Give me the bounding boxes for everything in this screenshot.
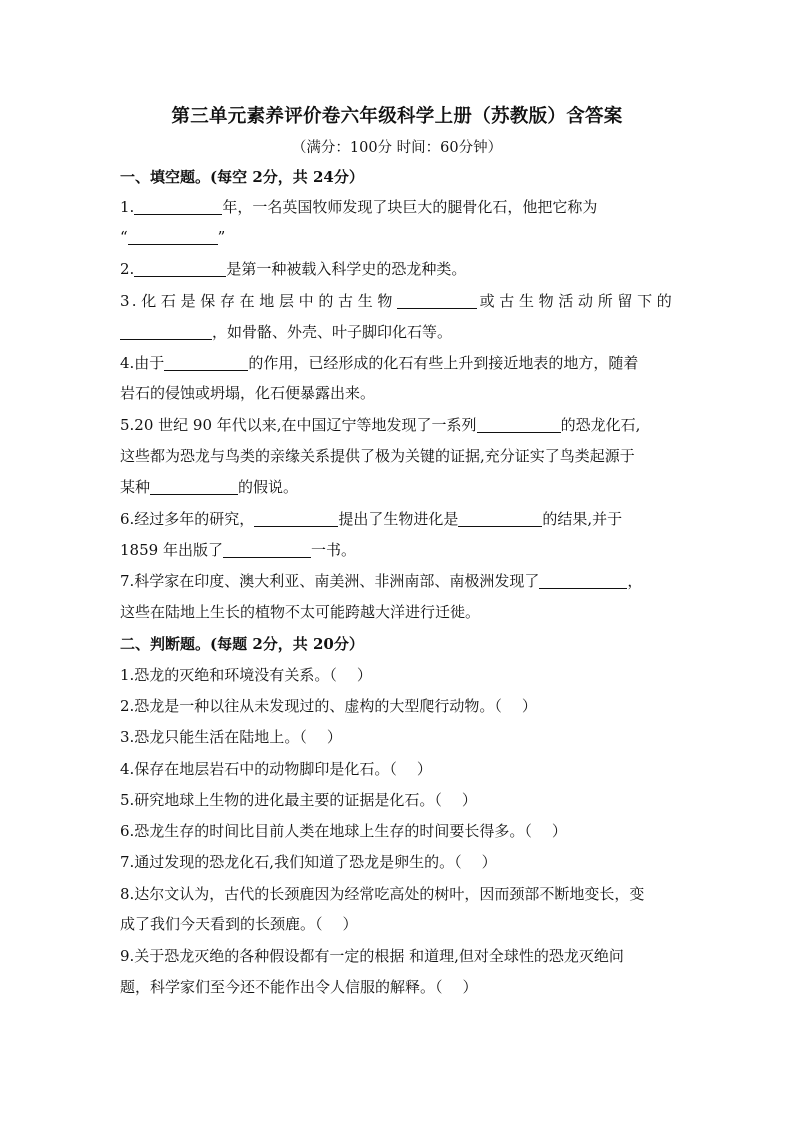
fill-q5-line1 bbox=[120, 415, 640, 435]
answer-paren[interactable]: （ ） bbox=[329, 666, 372, 684]
judge-q3-text: 3.恐龙只能生活在陆地上。 bbox=[120, 728, 300, 746]
answer-blank[interactable] bbox=[397, 293, 477, 309]
answer-paren[interactable]: （ ） bbox=[315, 915, 358, 933]
judge-q2 bbox=[120, 696, 537, 716]
judge-q8-text: 成了我们今天看到的长颈鹿。 bbox=[120, 915, 316, 933]
fill-q7-line2: 这些在陆地上生长的植物不太可能跨越大洋进行迁徙。 bbox=[120, 603, 481, 621]
fill-q3-text-c: ，如骨骼、外壳、叶子脚印化石等。 bbox=[212, 323, 453, 341]
answer-paren[interactable]: （ ） bbox=[494, 697, 537, 715]
fill-q1-open-quote: “ bbox=[120, 228, 128, 246]
judge-q9-text: 题，科学家们至今还不能作出令人信服的解释。 bbox=[120, 978, 436, 996]
fill-q4-line1 bbox=[120, 353, 638, 373]
answer-paren[interactable]: （ ） bbox=[299, 728, 342, 746]
answer-paren[interactable]: （ ） bbox=[389, 760, 432, 778]
judge-q8-line2 bbox=[120, 914, 358, 934]
answer-blank[interactable] bbox=[223, 542, 311, 558]
fill-q4-line2: 岩石的侵蚀或坍塌，化石便暴露出来。 bbox=[120, 384, 376, 402]
fill-q7-line1 bbox=[120, 571, 642, 591]
judge-q1 bbox=[120, 665, 372, 685]
judge-q5 bbox=[120, 790, 477, 810]
fill-q5-text-b: 的恐龙化石, bbox=[560, 416, 641, 434]
answer-blank[interactable] bbox=[150, 479, 238, 495]
fill-q2-number: 2. bbox=[120, 260, 135, 278]
judge-section-heading: 二、判断题。(每题 2分，共 20分） bbox=[120, 635, 364, 653]
fill-q6-text-c: 的结果,并于 bbox=[542, 510, 623, 528]
answer-blank[interactable] bbox=[458, 511, 542, 527]
fill-q7-text-a: 7.科学家在印度、澳大利亚、南美洲、非洲南部、南极洲发现了 bbox=[120, 572, 540, 590]
answer-blank[interactable] bbox=[477, 417, 561, 433]
fill-q3-line2 bbox=[120, 322, 452, 342]
fill-q3-text-b: 或古生物活动所留下的 bbox=[477, 292, 674, 310]
judge-q4-text: 4.保存在地层岩石中的动物脚印是化石。 bbox=[120, 760, 390, 778]
answer-paren[interactable]: （ ） bbox=[454, 853, 497, 871]
fill-q5-line2: 这些都为恐龙与鸟类的亲缘关系提供了极为关键的证据,充分证实了鸟类起源于 bbox=[120, 447, 635, 465]
answer-blank[interactable] bbox=[254, 511, 338, 527]
fill-section-heading: 一、填空题。(每空 2分，共 24分） bbox=[120, 168, 364, 186]
fill-q3-line1 bbox=[120, 291, 674, 311]
fill-q5-text-e: 的假说。 bbox=[238, 478, 299, 496]
answer-blank[interactable] bbox=[134, 261, 226, 277]
fill-q6-line2 bbox=[120, 540, 356, 560]
answer-blank[interactable] bbox=[539, 573, 627, 589]
answer-paren[interactable]: （ ） bbox=[524, 822, 567, 840]
fill-q3-text-a: 3.化石是保存在地层中的古生物 bbox=[120, 292, 398, 310]
judge-q7-text: 7.通过发现的恐龙化石,我们知道了恐龙是卵生的。 bbox=[120, 853, 455, 871]
fill-q4-text-b: 的作用，已经形成的化石有些上升到接近地表的地方，随着 bbox=[248, 354, 639, 372]
answer-blank[interactable] bbox=[120, 324, 212, 340]
fill-q5-line3 bbox=[120, 477, 298, 497]
answer-blank[interactable] bbox=[134, 199, 222, 215]
fill-q5-text-d: 某种 bbox=[120, 478, 151, 496]
judge-q6-text: 6.恐龙生存的时间比目前人类在地球上生存的时间要长得多。 bbox=[120, 822, 525, 840]
fill-q1-line1 bbox=[120, 197, 597, 217]
judge-q6 bbox=[120, 821, 567, 841]
judge-q4 bbox=[120, 759, 432, 779]
fill-q4-text-a: 4.由于 bbox=[120, 354, 165, 372]
answer-blank[interactable] bbox=[128, 229, 218, 245]
judge-q9-line2 bbox=[120, 977, 478, 997]
fill-q5-text-a: 5.20 世纪 90 年代以来,在中国辽宁等地发现了一系列 bbox=[120, 416, 477, 434]
fill-q1-line2 bbox=[120, 227, 225, 247]
fill-q6-text-d: 1859 年出版了 bbox=[120, 541, 223, 559]
fill-q6-text-a: 6.经过多年的研究， bbox=[120, 510, 255, 528]
judge-q2-text: 2.恐龙是一种以往从未发现过的、虚构的大型爬行动物。 bbox=[120, 697, 495, 715]
judge-q7 bbox=[120, 852, 497, 872]
judge-q8-line1: 8.达尔文认为，古代的长颈鹿因为经常吃高处的树叶，因而颈部不断地变长，变 bbox=[120, 885, 645, 903]
fill-q1-text: 年，一名英国牧师发现了块巨大的腿骨化石，他把它称为 bbox=[222, 198, 598, 216]
answer-blank[interactable] bbox=[164, 355, 248, 371]
judge-q5-text: 5.研究地球上生物的进化最主要的证据是化石。 bbox=[120, 791, 435, 809]
fill-q6-line1 bbox=[120, 509, 622, 529]
judge-q1-text: 1.恐龙的灭绝和环境没有关系。 bbox=[120, 666, 330, 684]
answer-paren[interactable]: （ ） bbox=[435, 978, 478, 996]
fill-q6-text-e: 一书。 bbox=[310, 541, 356, 559]
fill-q2-line1 bbox=[120, 259, 466, 279]
judge-q3 bbox=[120, 727, 342, 747]
page-subtitle: （满分：100分 时间：60分钟） bbox=[291, 140, 503, 156]
fill-q1-close-quote: ” bbox=[217, 228, 226, 246]
judge-q9-line1: 9.关于恐龙灭绝的各种假设都有一定的根据 和道理,但对全球性的恐龙灭绝问 bbox=[120, 947, 624, 965]
page-title: 第三单元素养评价卷六年级科学上册（苏教版）含答案 bbox=[171, 106, 623, 127]
fill-q7-text-b: ， bbox=[627, 572, 643, 590]
fill-q1-number: 1. bbox=[120, 198, 135, 216]
answer-paren[interactable]: （ ） bbox=[434, 791, 477, 809]
fill-q2-text: 是第一种被载入科学史的恐龙种类。 bbox=[226, 260, 467, 278]
fill-q6-text-b: 提出了生物进化是 bbox=[338, 510, 459, 528]
